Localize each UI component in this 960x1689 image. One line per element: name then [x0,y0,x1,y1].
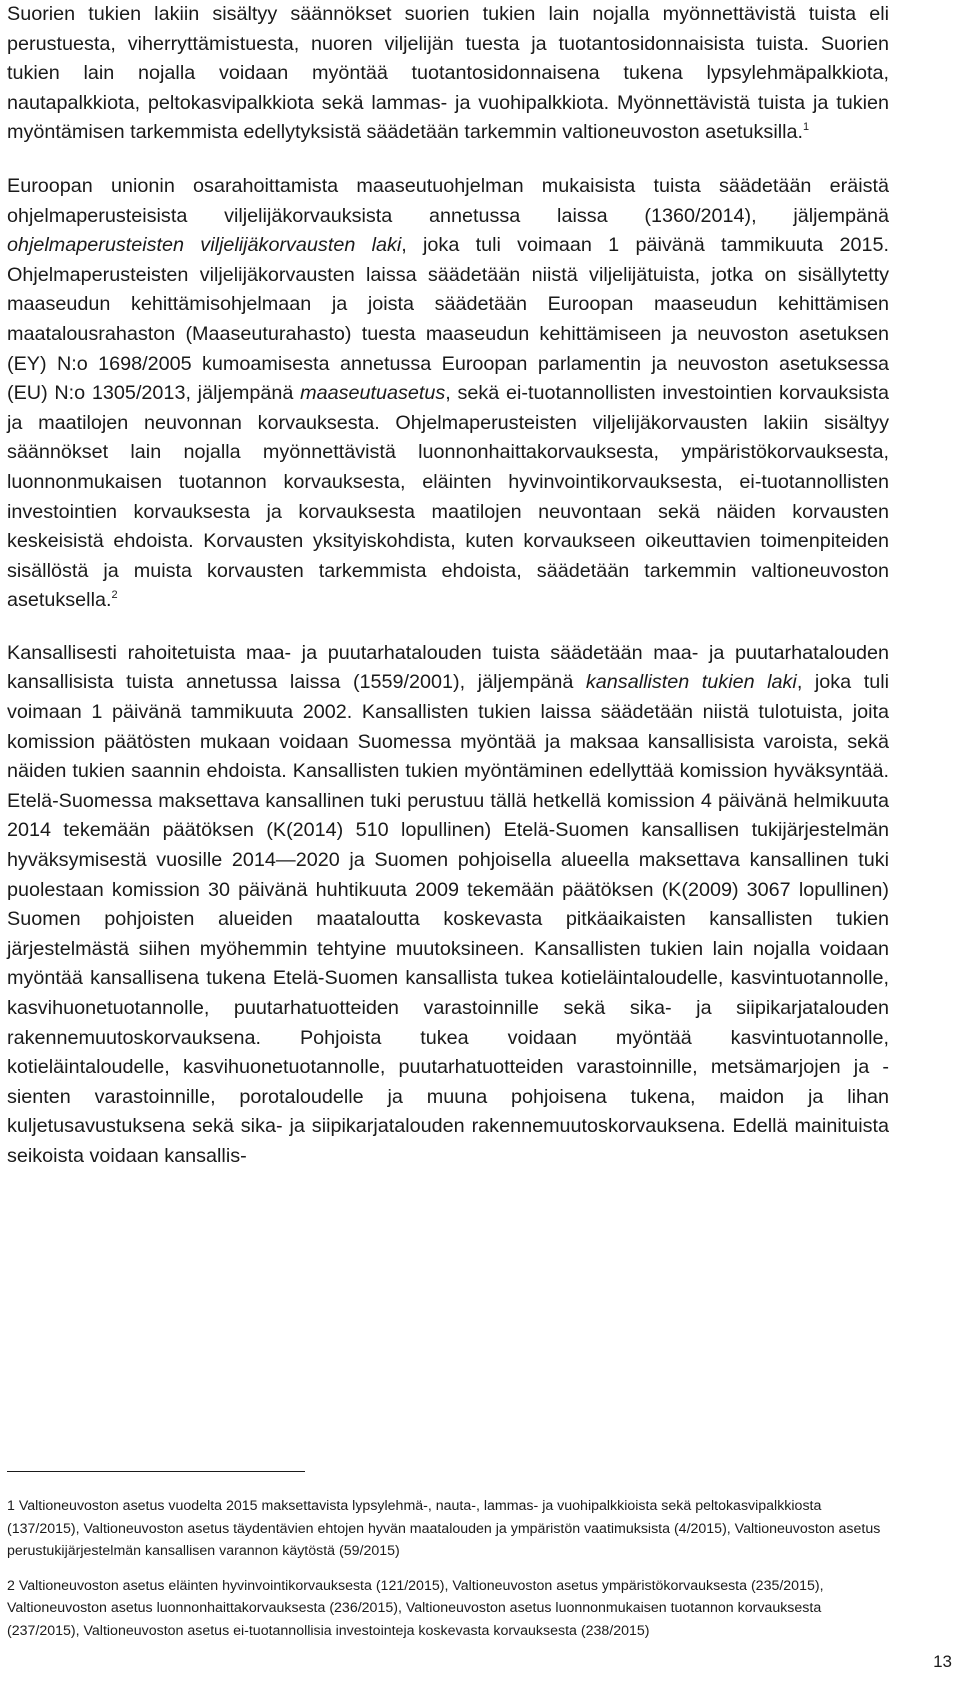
footnotes [7,1495,889,1642]
paragraph-national-aids [7,639,889,1172]
footnote-divider [7,1471,305,1472]
paragraph-direct-payments [7,0,889,148]
paragraph-programme-compensations [7,172,889,616]
paragraph-text: , joka tuli voimaan 1 päivänä tammikuuta 2002. Kansallisten tukien laissa säädetään niistä tulotuista, joita komission päätösten mukaan voidaan Suomessa myöntää ja maksaa kansallisista varoista, sekä näiden tukien saannin ehdoista. Kansallisten tukien myöntäminen edellyttää komission hyväksyntää. Etelä-Suomessa maksettava kansallinen tuki perustuu tällä hetkellä komission 4 päivänä helmikuuta 2014 tekemään päätöksen (K(2014) 510 lopullinen) Etelä-Suomen kansallisen tukijärjestelmän hyväksymisestä vuosille 2014—2020 ja Suomen pohjoisella alueella maksettava kansallinen tuki puolestaan komission 30 päivänä huhtikuuta 2009 tekemään päätöksen (K(2009) 3067 lopullinen) Suomen pohjoisten alueiden maataloutta koskevasta pitkäaikaisten kansallisten tukien järjestelmästä siihen myöhemmin tehtyine muutoksineen. Kansallisten tukien lain nojalla voidaan myöntää kansallisena tukena Etelä-Suomen kansallista tukea kotieläintaloudelle, kasvintuotannolle, kasvihuonetuotannolle, puutarhatuotteiden varastoinnille sekä sika- ja siipikarjatalouden rakennemuutoskorvauksena. Pohjoista tukea voidaan myöntää kasvintuotannolle, kotieläintaloudelle, kasvihuonetuotannolle, puutarhatuotteiden varastoinnille, metsämarjojen ja -sienten varastoinnille, porotaloudelle ja muuna pohjoisena tukena, maidon ja lihan kuljetusavustuksena sekä sika- ja siipikarjatalouden rakennemuutoskorvauksena. Edellä mainituista seikoista voidaan kansallis- [7,671,889,1167]
footnote-2: 2 Valtioneuvoston asetus eläinten hyvinvointikorvauksesta (121/2015), Valtioneuvoston asetus ympäristökorvauksesta (235/2015), Valtioneuvoston asetus luonnonhaittakorvauksesta (236/2015), Valtioneuvoston asetus luonnonmukaisen tuotannon korvauksesta (237/2015), Valtioneuvoston asetus ei-tuotannollisia investointeja koskevasta korvauksesta (238/2015) [7,1577,824,1639]
footnote-ref-1: 1 [803,121,810,134]
footnote-ref-2: 2 [111,589,118,602]
paragraph-text: Kansallisesti rahoitetuista maa- ja puutarhatalouden tuista säädetään maa- ja puutarhatalouden kansallisista tuista annetussa laissa (1559/2001), jäljempänä [7,641,889,694]
paragraph-text: , joka tuli voimaan 1 päivänä tammikuuta 2015. Ohjelmaperusteisten viljelijäkorvausten laissa säädetään niistä viljelijätuista, jotka on sisällytetty maaseudun kehittämisohjelmaan ja joista säädetään Euroopan maaseudun kehittämisen maatalousrahaston (Maaseuturahasto) tuesta maaseudun kehittämiseen ja neuvoston asetuksen (EY) N:o 1698/2005 kumoamisesta annetussa Euroopan parlamentin ja neuvoston asetuksessa (EU) N:o 1305/2013, jäljempänä [7,234,889,405]
paragraph-text: , sekä ei-tuotannollisten investointien korvauksista ja maatilojen neuvonnan korvauksesta. Ohjelmaperusteisten viljelijäkorvausten lakiin sisältyy säännökset lain nojalla myönnettävistä luonnonhaittakorvauksesta, ympäristökorvauksesta, luonnonmukaisen tuotannon korvauksesta, eläinten hyvinvointikorvauksesta, ei-tuotannollisten investointien korvauksesta ja korvauksesta maatilojen neuvontaan sekä näiden korvausten keskeisistä ehdoista. Korvausten yksityiskohdista, kuten korvaukseen oikeuttavien toimenpiteiden sisällöstä ja muista korvausten tarkemmista ehdoista, säädetään tarkemmin valtioneuvoston asetuksella. [7,382,889,612]
italic-term: maaseutuasetus [300,382,446,405]
paragraph-text: Suorien tukien lakiin sisältyy säännökset suorien tukien lain nojalla myönnettävistä tuista eli perustuesta, viherryttämistuesta, nuoren viljelijän tuesta ja tuotantosidonnaisista tuista. Suorien tukien lain nojalla voidaan myöntää tuotantosidonnaisena tukena lypsylehmäpalkkiota, nautapalkkiota, peltokasvipalkkiota sekä lammas- ja vuohipalkkiota. Myönnettävistä tuista ja tukien myöntämisen tarkemmista edellytyksistä säädetään tarkemmin valtioneuvoston asetuksilla. [7,3,889,144]
italic-term: kansallisten tukien laki [585,671,797,694]
paragraph-text: Euroopan unionin osarahoittamista maaseutuohjelman mukaisista tuista säädetään eräistä ohjelmaperusteisista viljelijäkorvauksista annetussa laissa (1360/2014), jäljempänä [7,174,889,227]
italic-term: ohjelmaperusteisten viljelijäkorvausten laki [7,234,402,257]
footnote-1: 1 Valtioneuvoston asetus vuodelta 2015 maksettavista lypsylehmä-, nauta-, lammas- ja vuohipalkkioista sekä peltokasvipalkkiosta (137/2015), Valtioneuvoston asetus täydentävien ehtojen hyvän maatalouden ja ympäristön vaatimuksista (4/2015), Valtioneuvoston asetus perustukijärjestelmän kansallisen varannon käytöstä (59/2015) [7,1498,881,1559]
page-number: 13 [933,1652,952,1671]
document-body [7,0,889,1172]
